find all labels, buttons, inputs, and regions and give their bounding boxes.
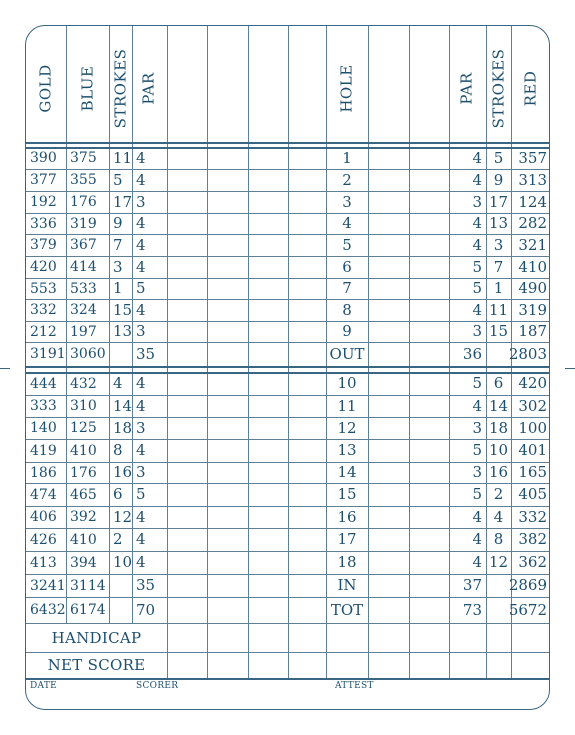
cell-strokes-right: 17 bbox=[488, 192, 509, 211]
cell-par-right: 4 bbox=[472, 170, 482, 189]
cell-red: 5672 bbox=[508, 600, 547, 619]
cell-red: 410 bbox=[518, 257, 547, 276]
cell-par-right: 4 bbox=[472, 148, 482, 167]
column-rule bbox=[409, 26, 410, 678]
cell-blue: 324 bbox=[70, 302, 97, 318]
cell-gold: 192 bbox=[30, 194, 57, 210]
cell-blue: 125 bbox=[70, 420, 97, 436]
cell-gold: 553 bbox=[30, 280, 57, 297]
cell-red: 124 bbox=[518, 192, 547, 211]
header-par bbox=[132, 26, 167, 142]
net-score-label: NET SCORE bbox=[47, 656, 146, 674]
cell-hole: 14 bbox=[337, 463, 357, 481]
cell-par-right: 3 bbox=[472, 418, 482, 437]
cell-par: 4 bbox=[136, 214, 146, 232]
cell-hole: 1 bbox=[342, 148, 352, 167]
cell-strokes-right: 5 bbox=[493, 148, 504, 167]
cell-strokes-right: 18 bbox=[488, 418, 509, 437]
cell-strokes-right: 13 bbox=[488, 214, 509, 232]
cell-red: 313 bbox=[518, 170, 547, 189]
cell-red: 405 bbox=[518, 485, 547, 503]
cell-strokes-right: 14 bbox=[488, 396, 509, 415]
cell-blue: 533 bbox=[70, 280, 97, 297]
cell-blue: 6174 bbox=[70, 602, 106, 618]
header-gold bbox=[26, 26, 66, 142]
cell-par-right: 36 bbox=[462, 344, 482, 363]
cell-red: 165 bbox=[518, 463, 547, 481]
cell-gold: 3241 bbox=[30, 577, 66, 594]
cell-strokes: 17 bbox=[113, 192, 133, 211]
cell-par-right: 5 bbox=[472, 279, 482, 297]
cell-blue: 414 bbox=[70, 259, 97, 275]
cell-strokes bbox=[109, 342, 132, 366]
column-rule bbox=[167, 26, 168, 678]
cell-par: 35 bbox=[136, 576, 156, 594]
cell-blue: 310 bbox=[70, 398, 97, 414]
header-red bbox=[511, 26, 550, 142]
cell-par-right: 5 bbox=[472, 441, 482, 459]
cell-par-right: 4 bbox=[472, 300, 482, 319]
cell-strokes: 10 bbox=[113, 553, 133, 571]
cell-par-right: 4 bbox=[472, 235, 482, 254]
cell-strokes-right: 4 bbox=[493, 507, 504, 526]
cell-par-right: 3 bbox=[472, 192, 482, 211]
cell-par: 4 bbox=[136, 530, 146, 548]
cell-strokes-right: 15 bbox=[488, 322, 509, 340]
cell-gold: 6432 bbox=[30, 602, 66, 618]
cell-strokes-right: 8 bbox=[493, 530, 504, 548]
cell-hole: 18 bbox=[337, 553, 357, 571]
column-rule bbox=[248, 26, 249, 678]
cell-blue: 3114 bbox=[70, 577, 106, 594]
cell-red: 382 bbox=[518, 530, 547, 548]
cell-hole: OUT bbox=[329, 344, 365, 363]
cell-par-right: 4 bbox=[472, 507, 482, 526]
cell-par: 3 bbox=[136, 192, 146, 211]
cell-blue: 197 bbox=[70, 323, 97, 340]
cell-strokes-right: 1 bbox=[493, 279, 504, 297]
cell-gold: 186 bbox=[30, 464, 57, 481]
cell-blue: 355 bbox=[70, 172, 97, 188]
date-label: DATE bbox=[30, 681, 57, 691]
left-fold-mark bbox=[0, 368, 10, 369]
cell-strokes-right bbox=[486, 342, 511, 366]
cell-gold: 390 bbox=[30, 150, 57, 166]
cell-hole: 12 bbox=[337, 418, 357, 437]
cell-par-right: 3 bbox=[472, 463, 482, 481]
header-gold-label: GOLD bbox=[36, 64, 55, 113]
cell-par: 4 bbox=[136, 148, 146, 167]
header-strokes-right bbox=[486, 26, 511, 142]
cell-strokes-right: 12 bbox=[488, 553, 509, 571]
cell-hole: 2 bbox=[342, 170, 352, 189]
cell-par-right: 73 bbox=[462, 600, 482, 619]
cell-red: 362 bbox=[518, 553, 547, 571]
cell-strokes: 9 bbox=[113, 214, 123, 232]
cell-hole: TOT bbox=[330, 600, 364, 619]
column-rule bbox=[368, 26, 369, 678]
cell-hole: 9 bbox=[342, 322, 352, 340]
header-strokes-right-label: STROKES bbox=[489, 48, 507, 129]
attest-label: ATTEST bbox=[335, 681, 374, 691]
cell-strokes: 16 bbox=[113, 463, 133, 481]
cell-red: 2803 bbox=[508, 344, 547, 363]
cell-gold: 426 bbox=[30, 531, 57, 548]
header-strokes bbox=[109, 26, 132, 142]
cell-par-right: 4 bbox=[472, 553, 482, 571]
cell-gold: 3191 bbox=[30, 346, 66, 362]
cell-strokes: 18 bbox=[113, 418, 133, 437]
cell-strokes-right: 3 bbox=[493, 235, 504, 254]
row-rule bbox=[26, 678, 550, 680]
cell-gold: 444 bbox=[30, 375, 57, 392]
cell-red: 319 bbox=[518, 300, 547, 319]
cell-strokes bbox=[109, 574, 132, 597]
cell-strokes: 13 bbox=[113, 322, 133, 340]
cell-gold: 420 bbox=[30, 259, 57, 275]
cell-par: 4 bbox=[136, 507, 146, 526]
cell-strokes-right: 16 bbox=[488, 463, 509, 481]
cell-strokes-right: 7 bbox=[493, 257, 504, 276]
cell-par: 5 bbox=[136, 279, 146, 297]
cell-red: 100 bbox=[518, 418, 547, 437]
cell-hole: 16 bbox=[337, 507, 357, 526]
cell-strokes-right bbox=[486, 574, 511, 597]
handicap-label: HANDICAP bbox=[51, 628, 142, 647]
cell-blue: 410 bbox=[70, 442, 97, 459]
cell-hole: 17 bbox=[337, 530, 357, 548]
cell-par: 3 bbox=[136, 418, 146, 437]
cell-gold: 379 bbox=[30, 237, 57, 253]
cell-hole: 7 bbox=[342, 279, 352, 297]
cell-blue: 319 bbox=[70, 215, 97, 232]
cell-hole: 13 bbox=[337, 441, 357, 459]
cell-par-right: 3 bbox=[472, 322, 482, 340]
cell-gold: 333 bbox=[30, 398, 57, 414]
header-rule bbox=[26, 142, 550, 144]
cell-strokes-right bbox=[486, 597, 511, 623]
cell-strokes-right: 10 bbox=[488, 441, 509, 459]
cell-hole: 10 bbox=[337, 374, 357, 392]
cell-gold: 336 bbox=[30, 215, 57, 232]
cell-strokes-right: 6 bbox=[493, 374, 504, 392]
cell-par: 4 bbox=[136, 170, 146, 189]
cell-strokes: 2 bbox=[113, 530, 123, 548]
cell-strokes: 11 bbox=[113, 148, 133, 167]
cell-par: 70 bbox=[136, 600, 156, 619]
header-par-right bbox=[449, 26, 486, 142]
right-fold-mark bbox=[565, 368, 575, 369]
cell-hole: IN bbox=[337, 576, 357, 594]
cell-strokes: 5 bbox=[113, 170, 123, 189]
cell-strokes: 14 bbox=[113, 396, 133, 415]
cell-blue: 392 bbox=[70, 509, 97, 525]
cell-red: 332 bbox=[518, 507, 547, 526]
cell-red: 420 bbox=[518, 374, 547, 392]
column-rule bbox=[288, 26, 289, 678]
cell-strokes: 1 bbox=[113, 279, 123, 297]
cell-red: 302 bbox=[518, 396, 547, 415]
cell-red: 282 bbox=[518, 214, 547, 232]
cell-strokes-right: 2 bbox=[493, 485, 504, 503]
cell-par: 4 bbox=[136, 441, 146, 459]
header-blue-label: BLUE bbox=[78, 65, 97, 112]
cell-par: 4 bbox=[136, 396, 146, 415]
header-strokes-label: STROKES bbox=[111, 48, 129, 129]
scorecard bbox=[25, 25, 550, 710]
cell-blue: 410 bbox=[70, 531, 97, 548]
cell-par: 4 bbox=[136, 300, 146, 319]
cell-par-right: 4 bbox=[472, 396, 482, 415]
cell-blue: 176 bbox=[70, 464, 97, 481]
cell-par-right: 37 bbox=[462, 576, 482, 594]
cell-strokes: 7 bbox=[113, 235, 123, 254]
cell-gold: 413 bbox=[30, 554, 57, 571]
cell-par: 4 bbox=[136, 374, 146, 392]
cell-blue: 367 bbox=[70, 237, 97, 253]
cell-strokes-right: 9 bbox=[493, 170, 504, 189]
cell-par: 4 bbox=[136, 235, 146, 254]
cell-red: 401 bbox=[518, 441, 547, 459]
cell-strokes: 8 bbox=[113, 441, 123, 459]
cell-gold: 212 bbox=[30, 323, 57, 340]
cell-strokes: 15 bbox=[113, 300, 133, 319]
row-rule bbox=[26, 366, 550, 368]
cell-red: 187 bbox=[518, 322, 547, 340]
cell-par: 5 bbox=[136, 485, 146, 503]
header-par-right-label: PAR bbox=[458, 72, 476, 105]
cell-strokes: 4 bbox=[113, 374, 123, 392]
cell-red: 321 bbox=[518, 235, 547, 254]
cell-gold: 406 bbox=[30, 509, 57, 525]
cell-gold: 419 bbox=[30, 442, 57, 459]
cell-gold: 474 bbox=[30, 486, 57, 503]
cell-par: 3 bbox=[136, 322, 146, 340]
cell-par: 4 bbox=[136, 257, 146, 276]
cell-strokes bbox=[109, 597, 132, 623]
cell-par-right: 5 bbox=[472, 485, 482, 503]
cell-blue: 176 bbox=[70, 194, 97, 210]
cell-red: 2869 bbox=[508, 576, 547, 594]
scorer-label: SCORER bbox=[136, 681, 179, 691]
cell-par-right: 4 bbox=[472, 530, 482, 548]
cell-strokes-right: 11 bbox=[488, 300, 509, 319]
cell-par-right: 4 bbox=[472, 214, 482, 232]
cell-red: 490 bbox=[518, 279, 547, 297]
cell-hole: 6 bbox=[342, 257, 352, 276]
cell-hole: 11 bbox=[337, 396, 357, 415]
cell-blue: 375 bbox=[70, 150, 97, 166]
cell-gold: 140 bbox=[30, 420, 57, 436]
cell-blue: 394 bbox=[70, 554, 97, 571]
header-blue bbox=[66, 26, 109, 142]
cell-hole: 15 bbox=[337, 485, 357, 503]
cell-red: 357 bbox=[518, 148, 547, 167]
cell-strokes: 12 bbox=[113, 507, 133, 526]
cell-gold: 377 bbox=[30, 172, 57, 188]
cell-blue: 3060 bbox=[70, 346, 106, 362]
cell-par: 3 bbox=[136, 463, 146, 481]
cell-strokes: 3 bbox=[113, 257, 123, 276]
cell-par-right: 5 bbox=[472, 257, 482, 276]
cell-strokes: 6 bbox=[113, 485, 123, 503]
header-hole bbox=[326, 26, 368, 142]
cell-hole: 3 bbox=[342, 192, 352, 211]
header-par-label: PAR bbox=[140, 72, 158, 105]
cell-blue: 465 bbox=[70, 486, 97, 503]
header-hole-label: HOLE bbox=[337, 64, 356, 113]
cell-blue: 432 bbox=[70, 375, 97, 392]
header-red-label: RED bbox=[521, 70, 540, 107]
cell-gold: 332 bbox=[30, 302, 57, 318]
cell-par: 35 bbox=[136, 344, 156, 363]
cell-hole: 8 bbox=[342, 300, 352, 319]
cell-hole: 5 bbox=[342, 235, 352, 254]
column-rule bbox=[207, 26, 208, 678]
cell-hole: 4 bbox=[342, 214, 352, 232]
cell-par-right: 5 bbox=[472, 374, 482, 392]
cell-par: 4 bbox=[136, 553, 146, 571]
